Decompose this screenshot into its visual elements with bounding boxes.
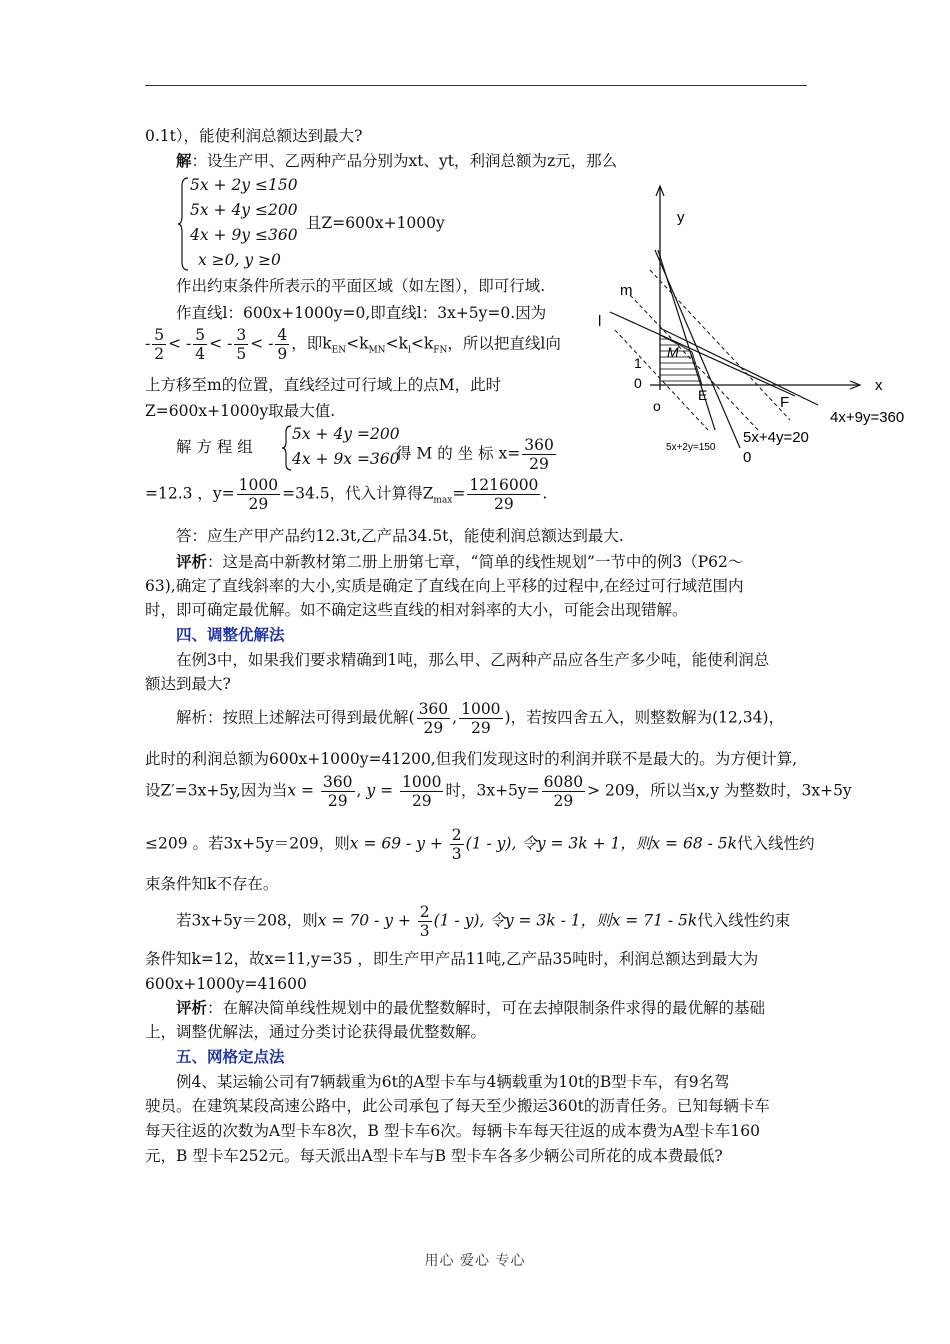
fraction: $\frac{6080}{29}$ — [543, 773, 584, 810]
origin-label: o — [653, 398, 661, 414]
text-line: 额达到最大? — [145, 675, 231, 693]
feasible-region-figure — [590, 180, 910, 470]
text-fragment: 解 方 程 组 — [176, 438, 253, 456]
constraint-row: x ≥0, y ≥0 — [198, 251, 281, 269]
objective-text: 且Z=600x+1000y — [306, 214, 445, 232]
label-5x2y: 5x+2y=150 — [666, 442, 716, 453]
header-rule — [145, 85, 807, 86]
ten-label-a: 1 — [634, 355, 642, 371]
text-line: Z=600x+1000y取最大值. — [145, 402, 336, 420]
text-fragment: 得 M 的 坐 标 x= $\frac{360}{29}$ — [396, 436, 554, 473]
text-line: 上方移至m的位置，直线经过可行域上的点M，此时 — [145, 376, 502, 394]
solution-text: ：设生产甲、乙两种产品分别为xt、yt，利润总额为z元，那么 — [191, 152, 618, 170]
text-line: 600x+1000y=41600 — [145, 975, 307, 993]
fraction: $\frac{1216000}{29}$ — [469, 476, 539, 513]
comment: 评析：这是高中新教材第二册上册第七章，“简单的线性规划”一节中的例3（P62～ — [176, 552, 744, 571]
text-line: 作直线l：600x+1000y=0,即直线l：3x+5y=0.因为 — [176, 304, 547, 322]
fraction: $\frac{1000}{29}$ — [238, 476, 279, 513]
page-footer: 用心 爱心 专心 — [424, 1253, 526, 1269]
result-line: =12.3 ，y= $\frac{1000}{29}$ =34.5，代入计算得$Z_{max}=$ $\frac{1216000}{29}$ . — [145, 476, 548, 513]
fraction: $\frac{360}{29}$ — [418, 700, 449, 737]
M-label: M — [667, 344, 679, 360]
analysis-line: 解析：按照上述解法可得到最优解( $\frac{360}{29}$ , $\frac{1000}{29}$ )，若按四舍五入，则整数解为(12,34)， — [176, 700, 785, 737]
fraction: $\frac{360}{29}$ — [524, 436, 554, 473]
text-line: 元，B 型卡车252元。每天派出A型卡车与B 型卡车各多少辆公司所花的成本费最低? — [145, 1147, 723, 1165]
slope-inequality: - $\frac{5}{2}$ < - $\frac{5}{4}$ < - $\frac{3}{5}$ < - $\frac{4}{9}$ ，即$k_{EN}<k_{MN}<k_l<k_{FN}$，所以把直线l向 — [145, 326, 561, 363]
comment-text: 时，即可确定最优解。如不确定这些直线的相对斜率的大小，可能会出现错解。 — [145, 601, 688, 619]
constraint-row: 4x + 9y ≤360 — [190, 226, 298, 244]
answer-text: 答：应生产甲产品约12.3t,乙产品34.5t，能使利润总额达到最大. — [176, 527, 624, 545]
fraction: $\frac{2}{3}$ — [419, 903, 430, 940]
fraction: $\frac{3}{5}$ — [236, 326, 247, 363]
text-line: 在例3中，如果我们要求精确到1吨，那么甲、乙两种产品应各生产多少吨，能使利润总 — [176, 651, 770, 669]
equation-row: 4x + 9x =360 — [292, 450, 400, 468]
text-line: 每天往返的次数为A型卡车8次，B 型卡车6次。每辆卡车每天往返的成本费为A型卡车160 — [145, 1122, 761, 1140]
fraction: $\frac{5}{2}$ — [154, 326, 165, 363]
fraction: $\frac{360}{29}$ — [322, 773, 353, 810]
label-5x4y-a: 5x+4y=20 — [743, 429, 809, 446]
fraction: $\frac{2}{3}$ — [451, 826, 462, 863]
x-label: x — [875, 377, 883, 394]
fraction: $\frac{4}{9}$ — [277, 326, 288, 363]
comment-text: 63),确定了直线斜率的大小,实质是确定了直线在向上平移的过程中,在经过可行域范围内 — [145, 577, 744, 595]
equation-row: 5x + 4y =200 — [292, 425, 400, 443]
fraction: $\frac{1000}{29}$ — [402, 773, 442, 810]
section-heading: 五、网格定点法 — [176, 1047, 285, 1066]
E-label: E — [698, 387, 708, 403]
constraint-row: 5x + 2y ≤150 — [190, 176, 298, 194]
text-line: 例4、某运输公司有7辆载重为6t的A型卡车与4辆载重为10t的B型卡车，有9名驾 — [176, 1073, 730, 1091]
section-heading: 四、调整优解法 — [176, 625, 285, 644]
solution-intro — [176, 150, 617, 172]
ten-label-b: 0 — [634, 375, 642, 391]
text-line: 束条件知k不存在。 — [145, 875, 279, 893]
text-line: 条件知k=12，故x=11,y=35 ，即生产甲产品11吨,乙产品35吨时，利润总额达到最大为 — [145, 950, 759, 968]
brace-icon — [282, 424, 292, 472]
label-5x4y-b: 0 — [743, 449, 752, 466]
analysis-line: ≤209 。若3x+5y＝209，则x = 69 - y + $\frac{2}{3}$ (1 - y), 令y = 3k + 1，则x = 68 - 5k代入线性约 — [145, 826, 815, 863]
analysis-line: 若3x+5y＝208，则x = 70 - y + $\frac{2}{3}$ (1 - y), 令y = 3k - 1，则x = 71 - 5k代入线性约束 — [176, 903, 791, 940]
feasible-region — [660, 335, 702, 385]
dashed-line — [630, 295, 760, 432]
text-line: 作出约束条件所表示的平面区域（如左图），即可行域. — [176, 277, 546, 295]
comment-label: 评析 — [176, 552, 208, 571]
solution-label: 解 — [176, 151, 192, 170]
comment-text: 上，调整优解法，通过分类讨论获得最优整数解。 — [145, 1023, 487, 1041]
fraction: $\frac{5}{4}$ — [195, 326, 206, 363]
analysis-line: 设Z′=3x+5y,因为当x = $\frac{360}{29}$ , y = $\frac{1000}{29}$ 时，3x+5y= $\frac{6080}{29}$ > 209，所以当x,y 为整数时，3x+5y — [145, 773, 852, 810]
l-label: l — [598, 313, 602, 330]
text-line: 此时的利润总额为600x+1000y=41200,但我们发现这时的利润并联不是最大的。为方便计算, — [145, 750, 798, 768]
comment-label: 评析 — [176, 998, 208, 1017]
text-line: 0.1t），能使利润总额达到最大? — [145, 127, 363, 145]
text-line: 驶员。在建筑某段高速公路中，此公司承包了每天至少搬运360t的沥青任务。已知每辆卡车 — [145, 1097, 770, 1115]
label-4x9y: 4x+9y=360 — [830, 409, 905, 426]
comment: 评析：在解决简单线性规划中的最优整数解时，可在去掉限制条件求得的最优解的基础 — [176, 998, 766, 1017]
y-label: y — [677, 209, 685, 226]
brace-icon — [178, 176, 190, 272]
fraction: $\frac{1000}{29}$ — [461, 700, 501, 737]
m-label: m — [620, 282, 633, 299]
F-label: F — [780, 394, 790, 411]
constraint-row: 5x + 4y ≤200 — [190, 201, 298, 219]
